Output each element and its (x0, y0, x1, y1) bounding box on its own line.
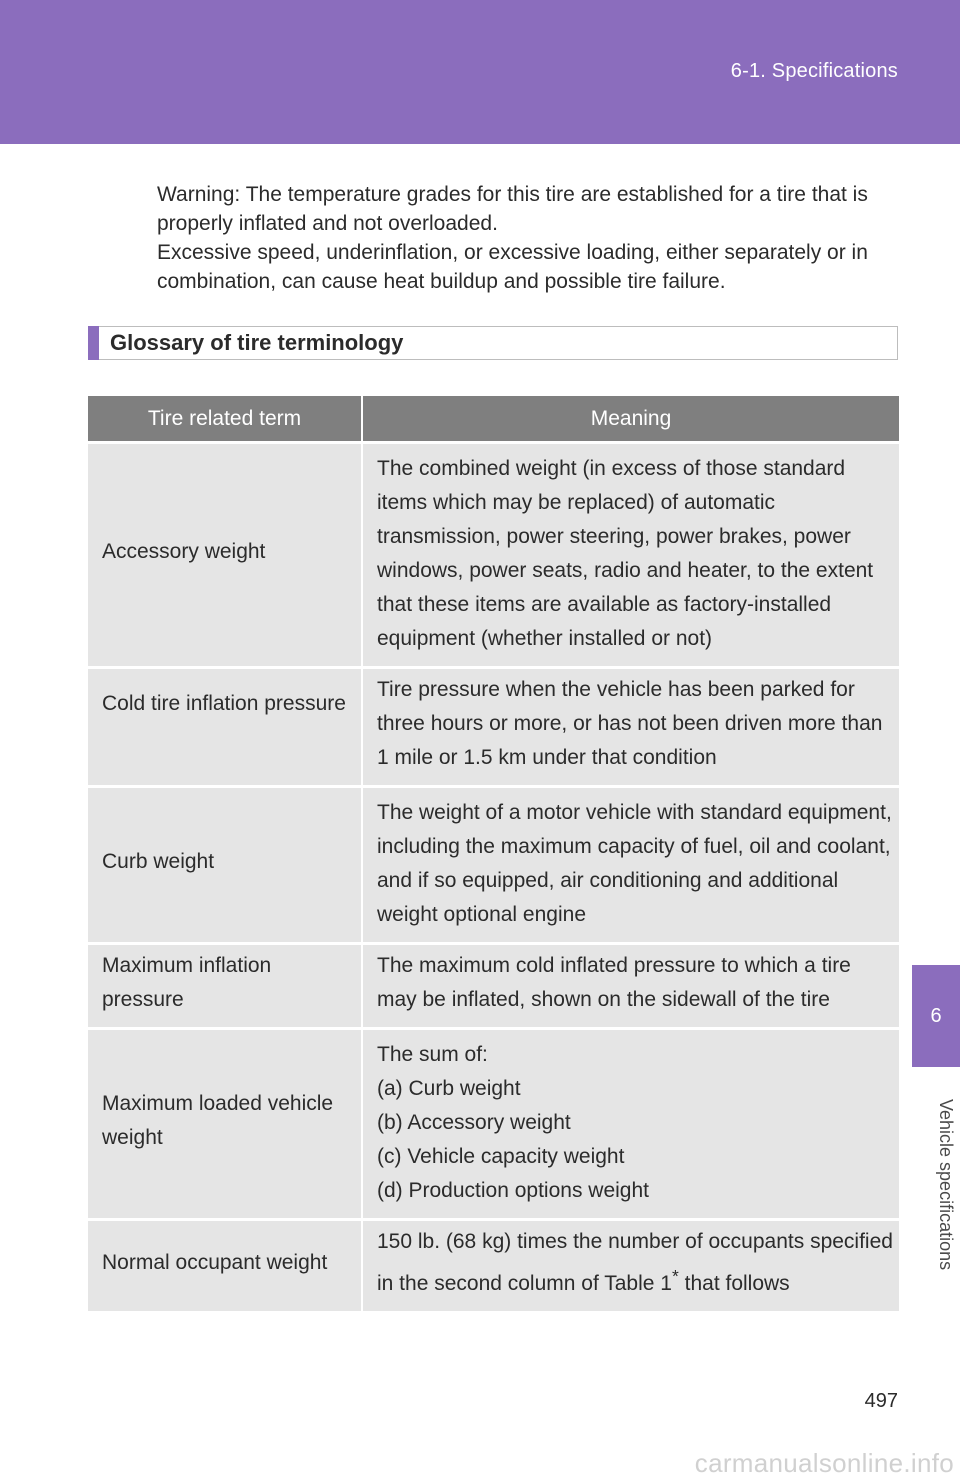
header-band (0, 0, 960, 144)
column-header-term: Tire related term (88, 396, 362, 443)
term-cell: Accessory weight (88, 443, 362, 668)
glossary-heading-title: Glossary of tire terminology (110, 330, 404, 355)
table-row (88, 668, 899, 787)
chapter-tab[interactable] (912, 965, 960, 1067)
meaning-line: (d) Production options weight (377, 1179, 649, 1202)
table-row (88, 787, 899, 944)
glossary-table (88, 396, 899, 1311)
meaning-cell (362, 1220, 899, 1312)
term-cell: Cold tire inflation pressure (88, 668, 362, 787)
meaning-line: (a) Curb weight (377, 1077, 521, 1100)
meaning-line: (b) Accessory weight (377, 1111, 571, 1134)
meaning-cell: The weight of a motor vehicle with standard equipment, including the maximum capacity of fuel, oil and coolant, and if so equipped, air conditioning and additional weight optional engine (362, 787, 899, 944)
meaning-cell: Tire pressure when the vehicle has been parked for three hours or more, or has not been driven more than 1 mile or 1.5 km under that condition (362, 668, 899, 787)
table-row (88, 944, 899, 1029)
term-cell: Curb weight (88, 787, 362, 944)
chapter-label: Vehicle specifications (936, 1099, 956, 1271)
table-row (88, 443, 899, 668)
glossary-heading (88, 326, 898, 360)
warning-paragraph-2: Excessive speed, underinflation, or excessive loading, either separately or in combination, can cause heat buildup and possible tire failure. (157, 241, 868, 293)
meaning-text-tail: that follows (678, 1272, 790, 1295)
warning-text-block (157, 180, 902, 296)
meaning-line: The sum of: (377, 1043, 488, 1066)
meaning-cell: The maximum cold inflated pressure to which a tire may be inflated, shown on the sidewall of the tire (362, 944, 899, 1029)
meaning-cell: The combined weight (in excess of those standard items which may be replaced) of automatic transmission, power steering, power brakes, power windows, power seats, radio and heater, to the extent that these items are available as factory-installed equipment (whether installed or not) (362, 443, 899, 668)
table-row (88, 1029, 899, 1220)
footnote-asterisk: * (671, 1266, 679, 1286)
meaning-text: 150 lb. (68 kg) times the number of occupants specified in the second column of Table 1 (377, 1230, 893, 1295)
section-title: 6-1. Specifications (730, 60, 898, 82)
meaning-line: (c) Vehicle capacity weight (377, 1145, 625, 1168)
term-cell: Maximum loaded vehicle weight (88, 1029, 362, 1220)
column-header-meaning: Meaning (362, 396, 899, 443)
chapter-number: 6 (930, 1005, 942, 1027)
table-header-row (88, 396, 899, 443)
term-cell: Normal occupant weight (88, 1220, 362, 1312)
heading-accent-bar (88, 326, 99, 360)
term-cell: Maximum inflation pressure (88, 944, 362, 1029)
warning-paragraph-1: Warning: The temperature grades for this tire are established for a tire that is properly inflated and not overloaded. (157, 183, 868, 235)
table-row (88, 1220, 899, 1312)
meaning-cell (362, 1029, 899, 1220)
page-number: 497 (864, 1390, 898, 1412)
watermark: carmanualsonline.info (694, 1448, 954, 1478)
